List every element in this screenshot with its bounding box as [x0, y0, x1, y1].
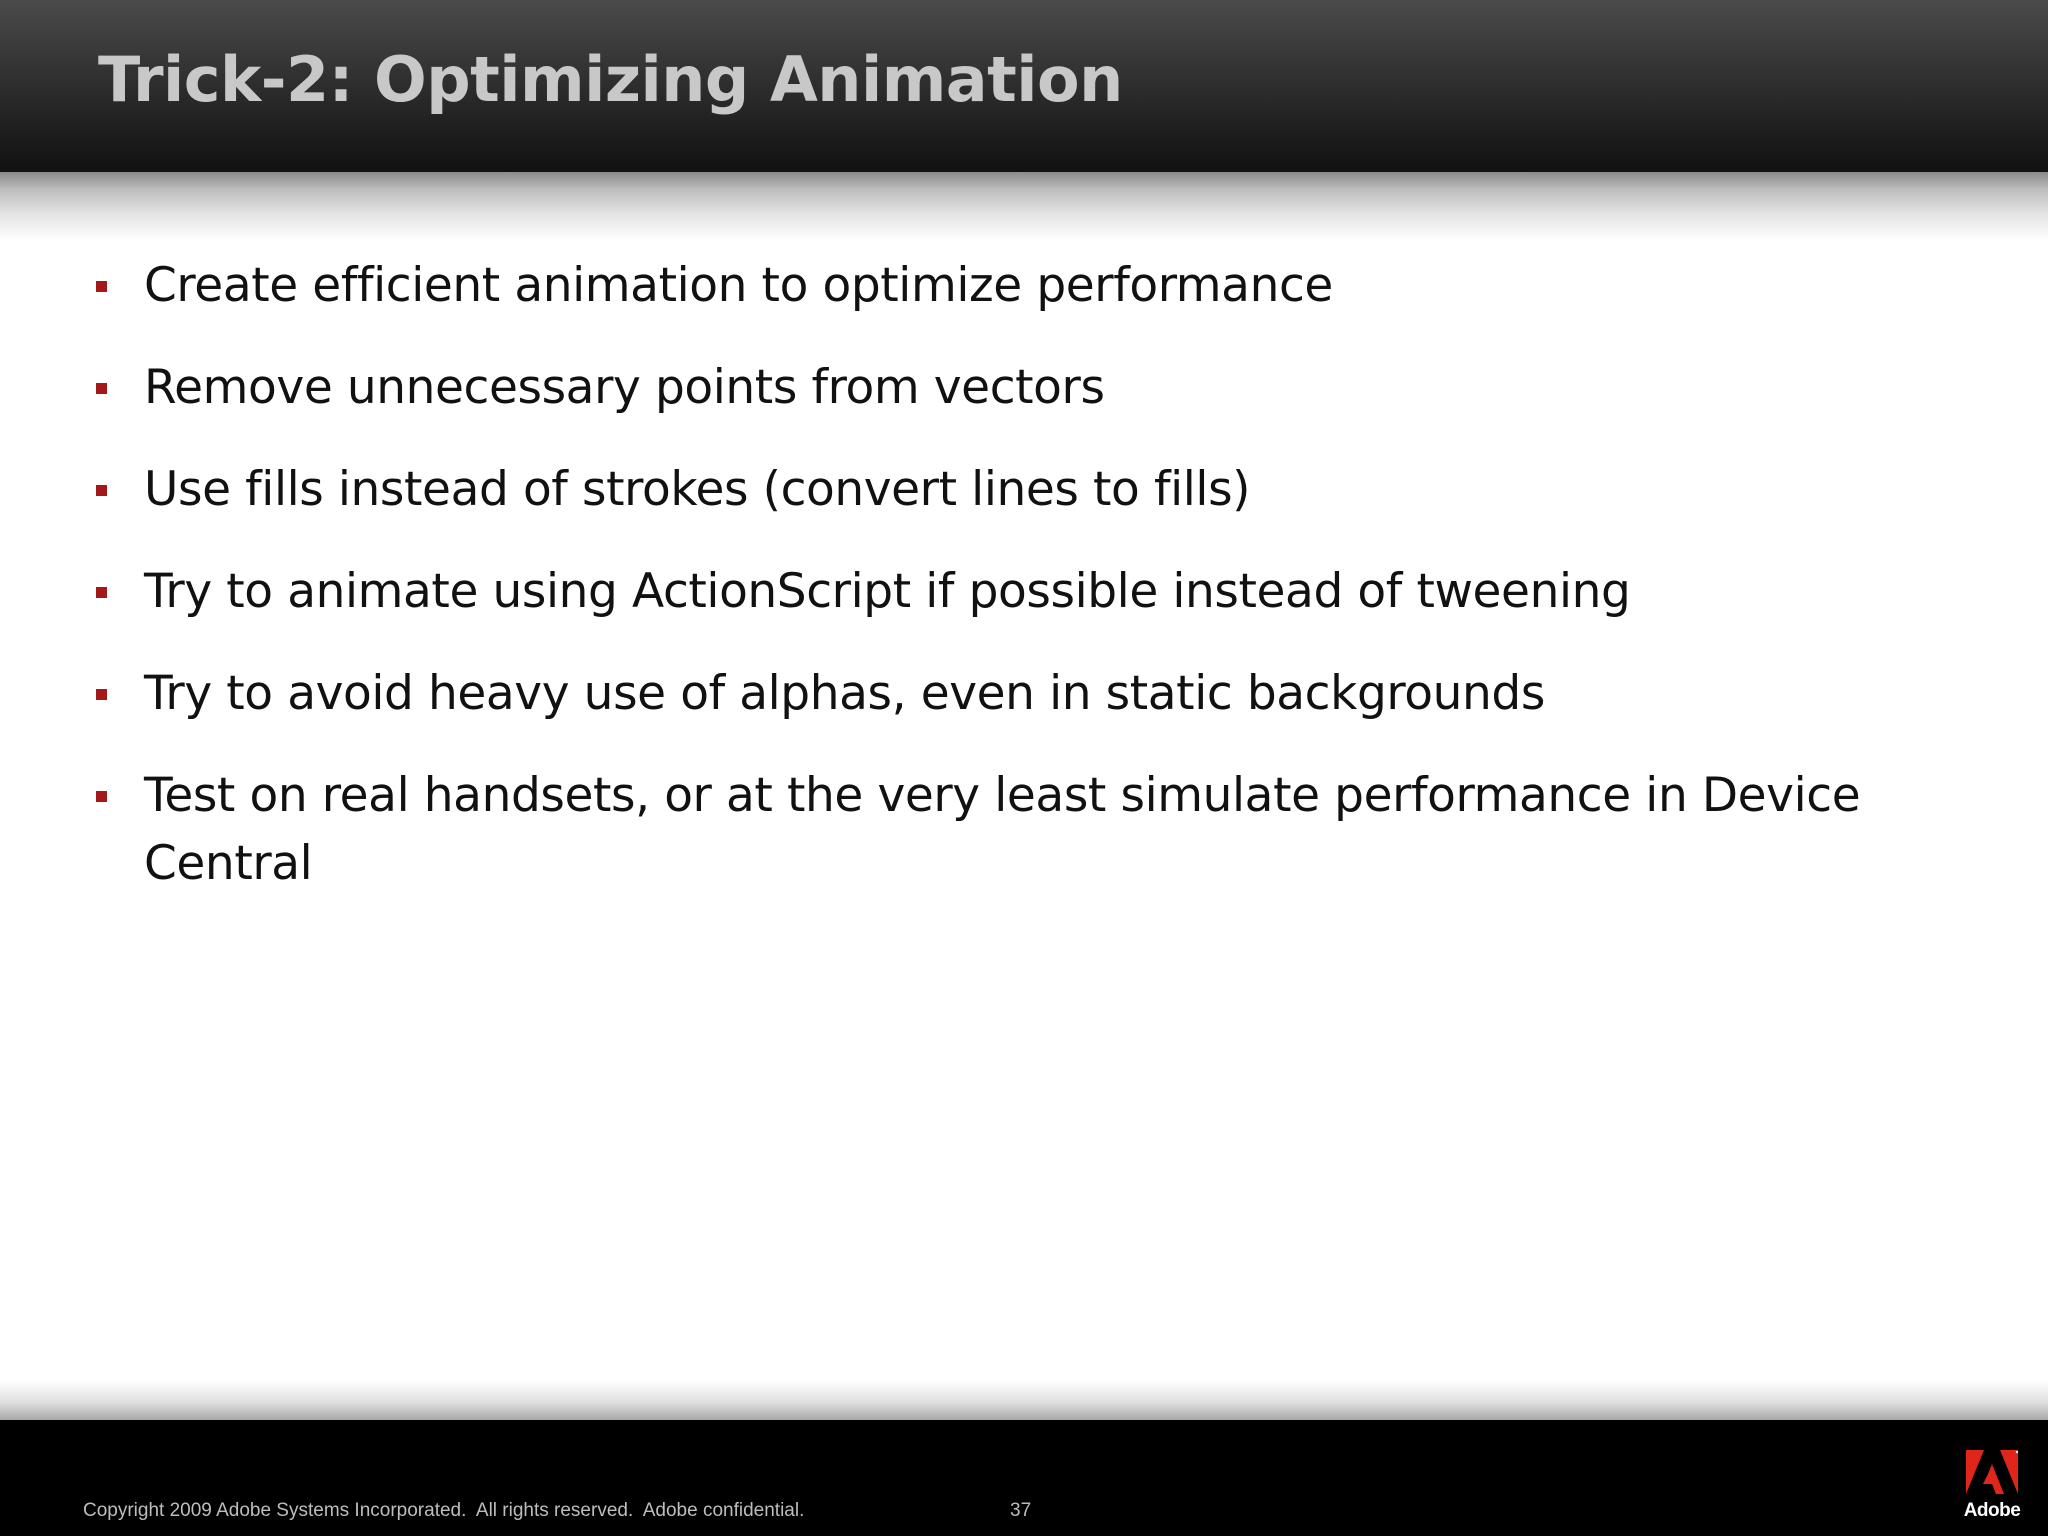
bullet-marker [96, 485, 107, 496]
bullet-item [92, 558, 1952, 626]
page-number: 37 [1010, 1500, 1032, 1521]
bullet-item [92, 354, 1952, 422]
bullet-text: Use fills instead of strokes (convert lines to fills) [144, 462, 1251, 517]
footer-shadow [0, 1380, 2048, 1420]
slide-title: Trick-2: Optimizing Animation [98, 43, 1123, 116]
bullet-text: Try to avoid heavy use of alphas, even in static backgrounds [144, 666, 1545, 721]
adobe-logo [1962, 1450, 2022, 1530]
bullet-marker [96, 281, 107, 292]
bullet-item [92, 456, 1952, 524]
bullet-marker [96, 383, 107, 394]
bullet-text: Test on real handsets, or at the very least simulate performance in Device Central [144, 768, 1861, 891]
logo-text: Adobe [1963, 1500, 2021, 1521]
bullet-marker [96, 791, 107, 802]
bullet-list [92, 252, 1952, 932]
bullet-item [92, 252, 1952, 320]
bullet-text: Remove unnecessary points from vectors [144, 360, 1105, 415]
bullet-text: Try to animate using ActionScript if possible instead of tweening [144, 564, 1631, 619]
header-shadow [0, 172, 2048, 242]
bullet-marker [96, 587, 107, 598]
bullet-text: Create efficient animation to optimize performance [144, 258, 1333, 313]
adobe-logo-icon [1966, 1450, 2018, 1498]
copyright-text: Copyright 2009 Adobe Systems Incorporated. All rights reserved. Adobe confidential. [83, 1500, 805, 1521]
header-bar [0, 0, 2048, 172]
bullet-marker [96, 689, 107, 700]
bullet-item [92, 762, 1952, 898]
bullet-item [92, 660, 1952, 728]
